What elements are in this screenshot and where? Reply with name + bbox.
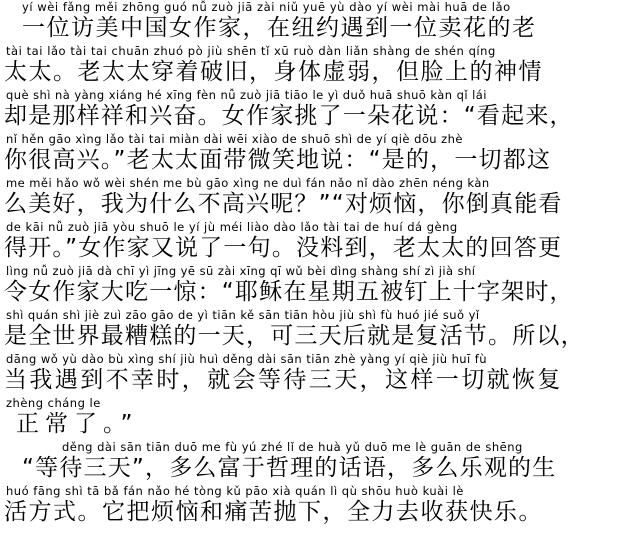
hanzi-line: 一位访美中国女作家，在纽约遇到一位卖花的老: [22, 15, 537, 41]
text-line: [0, 132, 621, 176]
text-line: [0, 484, 621, 528]
hanzi-line: 令女作家大吃一惊：“耶稣在星期五被钉上十字架时，: [4, 279, 574, 305]
text-line: [0, 440, 621, 484]
pinyin-line: yí wèi fǎng měi zhōng guó nǚ zuò jiā zài niǔ yuē yù dào yí wèi mài huā de lǎo: [22, 0, 511, 14]
pinyin-line: zhèng cháng le: [6, 396, 101, 410]
text-line: [0, 352, 621, 396]
pinyin-line: shì quán shì jiè zuì zāo gāo de yì tiān kě sān tiān hòu jiù shì fù huó jié suǒ yǐ: [6, 308, 480, 322]
text-line: [0, 88, 621, 132]
hanzi-line: 正常了。”: [16, 411, 139, 437]
text-line: [0, 0, 621, 44]
pinyin-line: dāng wǒ yù dào bù xìng shí jiù huì děng dài sān tiān zhè yàng yí qiè jiù huī fù: [6, 352, 488, 366]
hanzi-line: 活方式。它把烦恼和痛苦抛下，全力去收获快乐。: [4, 499, 543, 525]
text-line: [0, 220, 621, 264]
pinyin-line: děng dài sān tiān duō me fù yú zhé lǐ de huà yǔ duō me lè guān de shēng: [62, 440, 523, 454]
hanzi-line: 得开。”女作家又说了一句。没料到，老太太的回答更: [4, 235, 563, 261]
pinyin-line: de kāi nǚ zuò jiā yòu shuō le yí jù méi liào dào lǎo tài tai de huí dá gèng: [6, 220, 458, 234]
hanzi-line: 当我遇到不幸时，就会等待三天，这样一切就恢复: [4, 367, 563, 393]
hanzi-line: 么美好，我为什么不高兴呢？”“对烦恼，你倒真能看: [4, 191, 563, 217]
hanzi-line: 是全世界最糟糕的一天，可三天后就是复活节。所以，: [4, 323, 585, 349]
text-line: [0, 44, 621, 88]
pinyin-line: huó fāng shì tā bǎ fán nǎo hé tòng kǔ pāo xià quán lì qù shōu huò kuài lè: [6, 484, 464, 498]
text-line: [0, 396, 621, 440]
hanzi-line: 你很高兴。”老太太面带微笑地说：“是的，一切都这: [4, 147, 552, 173]
hanzi-line: 太太。老太太穿着破旧，身体虚弱，但脸上的神情: [4, 59, 543, 85]
hanzi-line: 却是那样祥和兴奋。女作家挑了一朵花说：“看起来，: [4, 103, 574, 129]
pinyin-line: tài tai lǎo tài tai chuān zhuó pò jiù shēn tǐ xū ruò dàn liǎn shàng de shén qíng: [6, 44, 496, 58]
text-line: [0, 176, 621, 220]
pinyin-line: nǐ hěn gāo xìng lǎo tài tai miàn dài wēi xiào de shuō shì de yí qiè dōu zhè: [6, 132, 463, 146]
pinyin-line: lìng nǚ zuò jiā dà chī yì jīng yē sū zài xīng qī wǔ bèi dìng shàng shí zì jià shí: [6, 264, 476, 278]
text-line: [0, 308, 621, 352]
pinyin-line: me měi hǎo wǒ wèi shén me bù gāo xìng ne duì fán nǎo nǐ dào zhēn néng kàn: [6, 176, 490, 190]
pinyin-line: què shì nà yàng xiáng hé xīng fèn nǚ zuò jiā tiāo le yì duǒ huā shuō kàn qǐ lái: [6, 88, 487, 102]
hanzi-line: “等待三天”，多么富于哲理的话语，多么乐观的生: [22, 455, 557, 481]
text-line: [0, 264, 621, 308]
